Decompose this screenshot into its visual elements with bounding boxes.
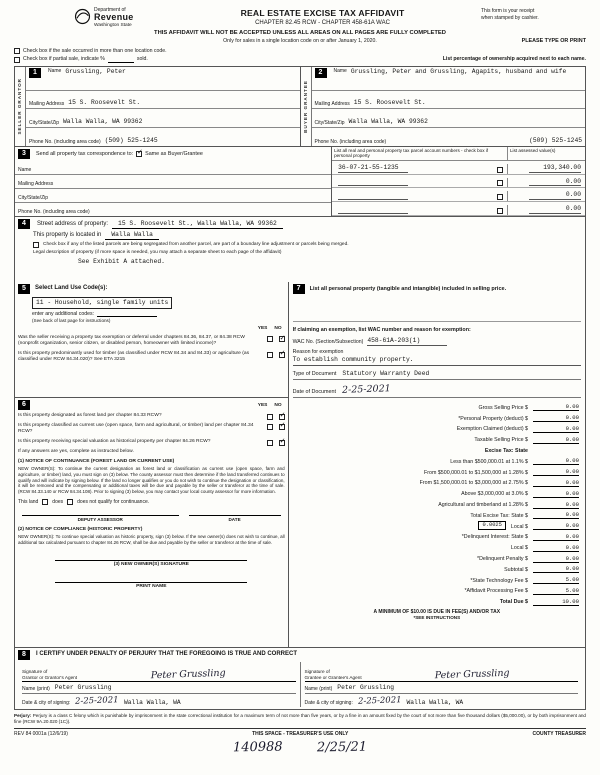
dor-logo <box>14 8 164 28</box>
buyer-side-label: BUYER GRANTEE <box>302 80 308 133</box>
seller-address-label: Mailing Address <box>29 101 65 108</box>
fee-value: 0.00 <box>533 544 579 552</box>
parcel-number-value[interactable] <box>338 213 408 214</box>
personal-property-checkbox[interactable] <box>497 180 503 186</box>
fee-label: Exemption Claimed (deduct) $ <box>456 426 528 433</box>
s6-q2-text: Is this property classified as current use (open space, farm and agricultural, or timber) land per chapter 84.34 RCW? <box>18 422 254 435</box>
fee-row <box>293 519 581 530</box>
fee-label: *Delinquent Penalty $ <box>477 556 528 562</box>
fee-label: Gross Selling Price $ <box>478 404 528 411</box>
grantor-signature-of-label: Signature of <box>22 669 48 675</box>
section-4-number: 4 <box>18 219 30 229</box>
segregated-checkbox[interactable] <box>33 242 39 248</box>
perjury-notice <box>14 713 586 725</box>
exemption-prompt: If claiming an exemption, list WAC number and reason for exemption: <box>292 326 471 333</box>
additional-codes-label: enter any additional codes: <box>32 310 95 317</box>
fee-label: Taxable Selling Price $ <box>474 437 528 444</box>
wac-label: WAC No. (Section/Subsection) <box>292 339 364 346</box>
tax-correspondence-section <box>14 146 586 216</box>
personal-property-checkbox[interactable] <box>497 167 503 173</box>
single-location-note: Only for sales in a single location code on or after January 1, 2020. <box>223 37 377 44</box>
form-footer <box>14 728 586 737</box>
fee-value: 0.00 <box>533 414 579 422</box>
grantee-signing-date[interactable]: 2-25-2021 <box>357 695 402 707</box>
street-address-label: Street address of property: <box>37 221 109 228</box>
s6-q3-yes-checkbox[interactable] <box>267 440 273 446</box>
fee-value: 0.00 <box>533 533 579 541</box>
fee-row <box>293 465 581 476</box>
grantor-signing-date[interactable]: 2-25-2021 <box>75 695 120 707</box>
fee-row <box>293 455 581 466</box>
land-does-not-checkbox[interactable] <box>67 499 73 505</box>
fee-value: 0.00 <box>533 522 579 530</box>
completion-warning: THIS AFFIDAVIT WILL NOT BE ACCEPTED UNLESS ALL AREAS ON ALL PAGES ARE FULLY COMPLETED <box>154 29 446 36</box>
land-use-instructions-note: (See back of last page for instructions) <box>32 318 111 324</box>
assessed-value: 0.00 <box>529 178 581 187</box>
fee-value: 0.00 <box>533 555 579 563</box>
s6-q3-text: Is this property receiving special valuation as historical property per chapter 84.26 RCW? <box>18 438 211 444</box>
fee-label: Total Due $ <box>499 599 528 606</box>
notice-compliance-body: NEW OWNER(S): To continue special valuation as historic property, sign (3) below. If the new owner(s) does not wish to continue, all additional tax calculated pursuant to chapter 84.26 RCW, shall be due and payable by the seller or transferor at the time of sale. <box>18 534 285 546</box>
county-treasurer-label: COUNTY TREASURER <box>532 731 586 738</box>
personal-property-section <box>289 282 585 647</box>
buyer-block <box>300 67 586 146</box>
land-use-section <box>15 282 288 398</box>
assessed-value: 0.00 <box>529 205 581 214</box>
partial-sale-checkbox[interactable] <box>14 57 20 63</box>
s6-q1-no-checkbox[interactable] <box>279 414 285 420</box>
form-revision-number: REV 84 0001a (12/6/19) <box>14 731 68 738</box>
fee-value: 0.00 <box>533 403 579 411</box>
property-address-section <box>14 216 586 282</box>
grantor-signature-block <box>18 662 300 707</box>
grantor-role-label: Grantor or Grantor's Agent <box>22 675 78 681</box>
parcel-number-value[interactable] <box>338 199 408 200</box>
personal-property-blank-field[interactable] <box>293 298 581 322</box>
dor-logo-icon <box>74 8 91 25</box>
s5-q1-yes-checkbox[interactable] <box>267 336 273 342</box>
fee-label: *State Technology Fee $ <box>470 577 528 584</box>
parcel-row <box>332 188 585 202</box>
section-7-number: 7 <box>293 284 305 294</box>
grantee-signature-block <box>300 662 583 707</box>
receipt-note <box>481 8 586 21</box>
land-use-title: Select Land Use Code(s): <box>35 285 108 292</box>
parcel-numbers-header: List all real and personal property tax parcel account numbers - check box if personal property <box>334 147 489 159</box>
seller-phone-label: Phone No. (including area code) <box>29 138 101 145</box>
parcel-number-value[interactable]: 36-07-21-55-1235 <box>338 164 408 173</box>
street-address-value[interactable]: 15 S. Roosevelt St., Walla Walla, WA 99362 <box>112 220 283 229</box>
seller-buyer-section <box>14 66 586 146</box>
segregated-label: Check box if any of the listed parcels are being segregated from another parcel, are part of a boundary line adjustment or parcels being merged. <box>43 241 349 247</box>
fee-row <box>293 411 581 422</box>
s5-q2-yes-checkbox[interactable] <box>267 352 273 358</box>
fee-value: 0.00 <box>533 436 579 444</box>
same-as-buyer-label: Same as Buyer/Grantee <box>145 150 203 157</box>
parcel-row <box>332 161 585 175</box>
located-in-value[interactable]: Walla Walla <box>105 231 159 240</box>
buyer-csz-label: City/State/Zip <box>314 119 345 126</box>
logo-revenue-text: Revenue <box>94 12 134 23</box>
type-or-print-note: PLEASE TYPE OR PRINT <box>521 37 586 44</box>
buyer-phone-label: Phone No. (including area code) <box>314 138 387 145</box>
minimum-due-note: A MINIMUM OF $10.00 IS DUE IN FEE(S) AND/OR TAX <box>373 608 501 615</box>
fee-value: 0.00 <box>533 565 579 573</box>
corr-address-label: Mailing Address <box>18 180 54 187</box>
multi-location-label: Check box if the sale occurred in more than one location code. <box>23 47 167 54</box>
notice-compliance-title: (2) NOTICE OF COMPLIANCE (HISTORIC PROPERTY) <box>18 527 143 533</box>
land-does-checkbox[interactable] <box>42 499 48 505</box>
fee-value: 0.00 <box>533 511 579 519</box>
fee-row <box>293 563 581 574</box>
assessed-values-header: List assessed value(s) <box>507 147 585 160</box>
perjury-text: Perjury is a class C felony which is punishable by imprisonment in the state correctional institution for a maximum term of not more than five years, or by a fine in an amount fixed by the court of not more than five thousand dollars ($5,000.00), or by both imprisonment and fine (RCW 9A.20.020 (1C)). <box>14 713 586 725</box>
buyer-address-label: Mailing Address <box>314 101 350 108</box>
fee-row <box>293 509 581 520</box>
land-qualify-pre: This land <box>18 499 39 506</box>
parcel-row <box>332 202 585 216</box>
grantor-name-print-value[interactable]: Peter Grussling <box>54 683 112 691</box>
parcel-number-value[interactable] <box>338 185 408 186</box>
fee-label: Less than $500,000.01 at 1.1% $ <box>450 458 528 465</box>
type-of-document-value[interactable]: Statutory Warranty Deed <box>342 369 430 377</box>
certification-text: I CERTIFY UNDER PENALTY OF PERJURY THAT THE FOREGOING IS TRUE AND CORRECT <box>36 651 298 658</box>
seller-name-value[interactable]: Grussling, Peter <box>65 67 126 75</box>
logo-dept-text: Department of <box>94 7 126 13</box>
partial-sale-label: Check box if partial sale, indicate % <box>23 56 105 63</box>
s5-q1-text: Was the seller receiving a property tax exemption or deferral under chapters 84.36, 84.37, or 84.38 RCW (nonprofit organization, senior citizen, or disabled person, homeowner with limited income)? <box>18 335 245 347</box>
fee-value: 0.00 <box>533 468 579 476</box>
notice-continuance-title: (1) NOTICE OF CONTINUANCE (FOREST LAND OR CURRENT USE) <box>18 458 175 464</box>
partial-sale-percent-field[interactable] <box>108 57 134 63</box>
personal-property-checkbox[interactable] <box>497 194 503 200</box>
personal-property-title: List all personal property (tangible and intangible) included in selling price. <box>309 285 507 292</box>
form-title: REAL ESTATE EXCISE TAX AFFIDAVIT <box>240 8 405 18</box>
wac-value[interactable]: 458-61A-203(1) <box>367 337 447 346</box>
grantor-name-print-label: Name (print) <box>22 685 50 692</box>
fee-row <box>293 444 581 455</box>
land-does-label: does <box>52 499 64 506</box>
fee-label: Above $3,000,000 at 3.0% $ <box>461 491 528 498</box>
s6-yes-header: YES <box>257 402 268 408</box>
grantee-signature[interactable]: Peter Grussling <box>434 667 510 682</box>
buyer-csz-value[interactable]: Walla Walla, WA 99362 <box>348 118 428 126</box>
located-in-label: This property is located in <box>33 232 102 239</box>
receipt-note-line2: when stamped by cashier. <box>481 14 539 21</box>
corr-csz-label: City/State/Zip <box>18 194 49 201</box>
seller-name-label: Name <box>48 67 62 74</box>
designation-section <box>15 398 288 647</box>
fee-row <box>293 552 581 563</box>
grantee-name-print-label: Name (print) <box>304 685 333 692</box>
s5-yes-header: YES <box>257 326 268 332</box>
s6-q2-no-checkbox[interactable] <box>279 424 285 430</box>
section-5-number: 5 <box>18 284 30 294</box>
send-correspondence-label: Send all property tax correspondence to: <box>36 150 134 157</box>
parcel-row <box>332 175 585 189</box>
date-of-document-label: Date of Document <box>292 388 337 395</box>
date-of-document-value[interactable]: 2-25-2021 <box>341 382 391 396</box>
personal-property-checkbox[interactable] <box>497 208 503 214</box>
s5-no-header: NO <box>274 326 282 332</box>
fee-value: 0.00 <box>533 457 579 465</box>
see-instructions-note: *SEE INSTRUCTIONS <box>413 615 461 621</box>
land-does-not-label: does not qualify for continuance. <box>77 499 150 506</box>
local-rate-box: 0.0025 <box>478 521 505 530</box>
fee-label: *Delinquent Interest: State $ <box>461 534 528 541</box>
additional-codes-field[interactable] <box>97 311 157 317</box>
fee-label: Local $ <box>510 545 528 552</box>
notice-continuance-body: NEW OWNER(S): To continue the current designation as forest land or classification as current use (open space, farm and agriculture, or timber) land, you must sign on (3) below. The county assessor must then determine if the land transferred continues to qualify and will indicate by signing below. If the land no longer qualifies or you do not wish to continue the designation or classification, it will be removed and the compensating or additional taxes will be due and payable by the seller or transferor at the time of sale. (RCW 84.33.140 or RCW 84.34.108). Prior to signing (3) below, you may contact your local county assessor for more information. <box>18 465 285 495</box>
s6-q1-yes-checkbox[interactable] <box>267 414 273 420</box>
grantor-signature[interactable]: Peter Grussling <box>150 667 226 682</box>
fee-label: Agricultural and timberland at 1.28% $ <box>438 502 528 509</box>
fee-row <box>293 584 581 595</box>
fee-row <box>293 422 581 433</box>
s5-q2-no-checkbox[interactable] <box>279 352 285 358</box>
fee-row <box>293 498 581 509</box>
new-owner-signature-line[interactable]: (3) NEW OWNER(S) SIGNATURE <box>55 560 247 568</box>
fee-row <box>293 595 581 606</box>
fee-row <box>293 401 581 412</box>
s6-no-header: NO <box>274 402 282 408</box>
s5-q2-text: Is this property predominantly used for timber (as classified under RCW 84.34 and 84.33) or agriculture (as classified under RCW 84.34.020)? See ETA 3215 <box>18 350 250 363</box>
deputy-assessor-signature-line[interactable]: DEPUTY ASSESSOR <box>22 515 179 523</box>
multi-location-checkbox[interactable] <box>14 48 20 54</box>
seller-address-value[interactable]: 15 S. Roosevelt St. <box>68 99 141 107</box>
section-2-number: 2 <box>315 68 327 78</box>
fee-row <box>293 487 581 498</box>
fee-row <box>293 476 581 487</box>
partial-sold-label: sold. <box>136 56 148 63</box>
main-columns <box>14 282 586 648</box>
fee-row <box>293 433 581 444</box>
legal-description-label: Legal description of property (if more space is needed, you may attach a separate sheet to each page of the affidavit) <box>33 249 282 255</box>
if-yes-note: If any answers are yes, complete as instructed below. <box>18 448 134 454</box>
grantee-signing-city[interactable]: Walla Walla, WA <box>406 698 464 706</box>
s6-q1-text: Is this property designated as forest land per chapter 84.33 RCW? <box>18 412 162 418</box>
treasurer-space-label: THIS SPACE - TREASURER'S USE ONLY <box>252 731 349 738</box>
grantee-signature-of-label: Signature of <box>304 669 330 675</box>
fee-value: 5.00 <box>533 587 579 595</box>
buyer-name-value[interactable]: Grussling, Peter and Grussling, Agapits, husband and wife <box>350 67 567 75</box>
fee-value: 5.00 <box>533 576 579 584</box>
assessed-value: 193,340.00 <box>529 164 581 173</box>
seller-csz-label: City/State/Zip <box>29 119 60 126</box>
s5-q1-no-checkbox[interactable] <box>279 336 285 342</box>
fee-label: From $1,500,000.01 to $3,000,000 at 2.75% $ <box>419 480 528 487</box>
corr-phone-label: Phone No. (including area code) <box>18 208 90 215</box>
s6-q2-yes-checkbox[interactable] <box>267 424 273 430</box>
stamp-receipt-number: 140988 <box>232 739 283 756</box>
fee-value: 0.00 <box>533 501 579 509</box>
fee-value: 0.00 <box>533 490 579 498</box>
assessed-value: 0.00 <box>529 191 581 200</box>
fee-row <box>293 530 581 541</box>
grantee-role-label: Grantee or Grantee's Agent <box>304 675 362 681</box>
section-3-number: 3 <box>18 149 30 159</box>
reason-for-exemption-value[interactable]: To establish community property. <box>293 356 581 366</box>
form-chapter: CHAPTER 82.45 RCW - CHAPTER 458-61A WAC <box>255 19 390 26</box>
grantee-date-city-label: Date & city of signing: <box>304 700 353 707</box>
fee-row <box>293 541 581 552</box>
grantor-date-city-label: Date & city of signing: <box>22 700 71 707</box>
ownership-note: List percentage of ownership acquired next to each name. <box>442 56 586 63</box>
fee-label: Excise Tax: State <box>484 448 528 455</box>
section-1-number: 1 <box>29 68 41 78</box>
fee-label: Local $ <box>510 523 528 530</box>
buyer-phone-value[interactable]: (509) 525-1245 <box>529 137 582 145</box>
grantee-name-print-value[interactable]: Peter Grussling <box>337 683 394 691</box>
reason-for-exemption-label: Reason for exemption <box>292 348 344 355</box>
fee-value: 0.00 <box>533 425 579 433</box>
buyer-address-value[interactable]: 15 S. Roosevelt St. <box>353 99 426 107</box>
perjury-lead: Perjury: <box>14 713 32 719</box>
print-name-line[interactable]: PRINT NAME <box>55 582 247 590</box>
fee-label: *Personal Property (deduct) $ <box>458 415 528 422</box>
type-of-document-label: Type of Document <box>292 371 337 378</box>
receipt-note-line1: This form is your receipt <box>481 8 535 14</box>
form-header <box>14 8 586 28</box>
grantor-signing-city[interactable]: Walla Walla, WA <box>123 698 181 706</box>
treasurer-stamp-area <box>14 740 586 756</box>
same-as-buyer-checkbox[interactable] <box>136 151 142 157</box>
corr-name-label: Name <box>18 166 32 173</box>
fee-value: 10.00 <box>533 598 579 606</box>
legal-description-value[interactable]: See Exhibit A attached. <box>78 257 165 265</box>
seller-block <box>15 67 300 146</box>
logo-state-text: Washington State <box>94 22 132 28</box>
fee-label: Total Excise Tax: State $ <box>470 512 528 519</box>
section-6-number: 6 <box>18 400 30 410</box>
deputy-date-line[interactable]: DATE <box>189 515 281 523</box>
stamp-date: 2/25/21 <box>316 739 367 756</box>
fee-value: 0.00 <box>533 479 579 487</box>
fee-label: Subtotal $ <box>504 566 528 573</box>
fee-table <box>293 401 581 606</box>
s6-q3-no-checkbox[interactable] <box>279 440 285 446</box>
seller-csz-value[interactable]: Walla Walla, WA 99362 <box>63 118 143 126</box>
fee-row <box>293 573 581 584</box>
seller-phone-value[interactable]: (509) 525-1245 <box>104 137 158 145</box>
fee-label: *Affidavit Processing Fee $ <box>464 588 528 595</box>
land-use-code-field[interactable]: 11 - Household, single family units <box>32 297 172 309</box>
buyer-name-label: Name <box>333 67 347 74</box>
seller-side-label: SELLER GRANTOR <box>17 78 23 135</box>
section-8-number: 8 <box>18 650 30 660</box>
fee-label: From $500,000.01 to $1,500,000 at 1.28% $ <box>424 469 528 476</box>
certification-section <box>14 648 586 710</box>
